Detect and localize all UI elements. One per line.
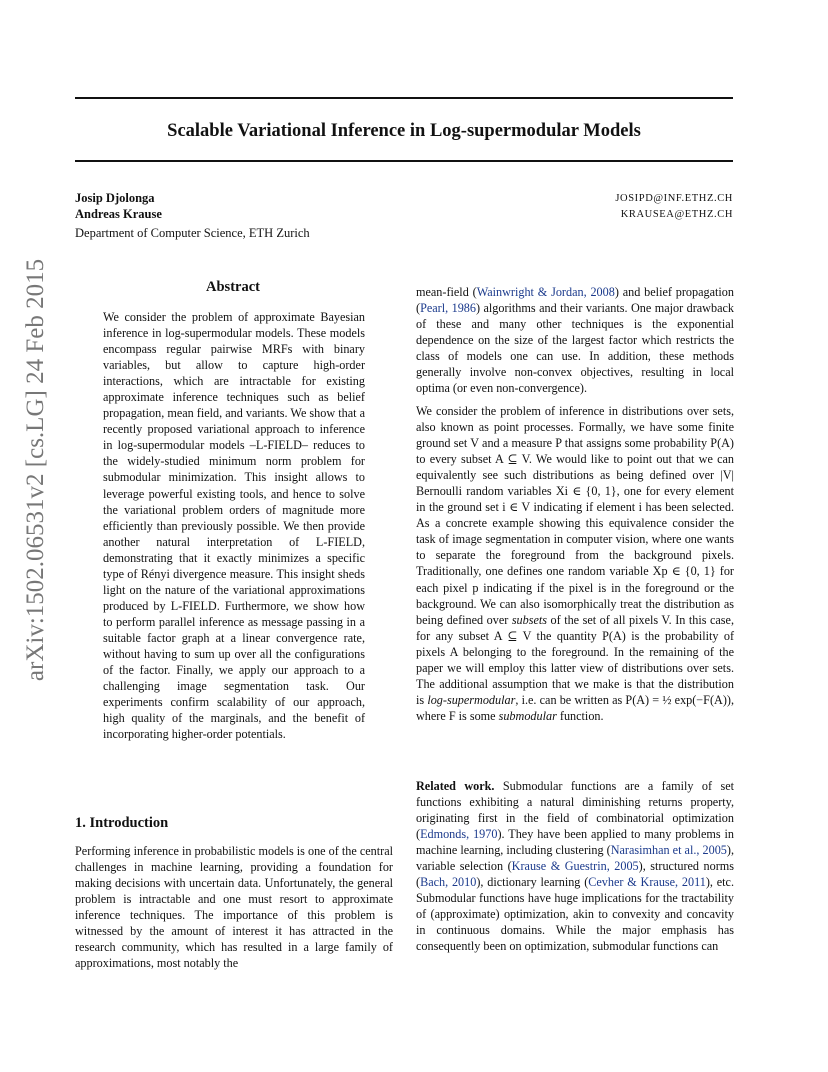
citation-link[interactable]: Edmonds, 1970 (420, 827, 498, 842)
p3-text-a: Submodular functions are a family of set functions exhibiting a natural diminishing returns property, originating first in the field of combinatorial optimization ( (416, 779, 734, 842)
paper-title: Scalable Variational Inference in Log-supermodular Models (167, 121, 641, 141)
arxiv-stamp (20, 258, 52, 682)
right-column-paragraph-2 (416, 403, 734, 724)
p1-text-a: mean-field ( (416, 285, 477, 299)
p2-text-a: We consider the problem of inference in distributions over sets, also known as point processes. Formally, we have some finite ground set V and a measure P that assigns some probability P(A) to every subset A ⊆ V. We would like to point out that we can equivalently see such distributions as being defined over |V| Bernoulli random variables Xi ∈ {0, 1}, one for every element in the ground set i ∈ V indicating if element i has been selected. As a concrete example showing this equivalence consider the task of image segmentation in computer vision, where one wants to separate the foreground from the background pixels. Traditionally, one defines one random variable Xp ∈ {0, 1} for each pixel p indicating if the pixel is in the foreground or the background. We can also isomorphically treat the distribution as being defined over (416, 404, 734, 627)
abstract-body (103, 309, 365, 742)
p3-text-c: ), variable selection ( (416, 843, 734, 874)
p2-emphasis-subsets: subsets (511, 612, 548, 627)
affiliation: Department of Computer Science, ETH Zurich (75, 226, 310, 240)
author-email-2[interactable]: KRAUSEA@ETHZ.CH (620, 209, 733, 220)
right-column-related-work (416, 778, 734, 955)
p2-emphasis-submodular: submodular (498, 708, 557, 723)
abstract-text: We consider the problem of approximate Bayesian inference in log-supermodular models. These models encompass regular pairwise MRFs with binary variables, but allow to capture high-order interactions, which are intractable for existing approximate inference techniques such as belief propagation, mean field, and variants. We show that a recently proposed variational approach to inference in log-supermodular models –L-FIELD– reduces to the widely-studied minimum norm problem for submodular minimization. This insight allows to leverage powerful existing tools, and hence to solve the variational problem orders of magnitude more efficiently than previously possible. We then provide another natural interpretation of L-FIELD, demonstrating that it exactly minimizes a specific type of Rényi divergence measure. This insight sheds light on the nature of the variational approximations produced by L-FIELD. Furthermore, we show how to perform parallel inference as message passing in a suitable factor graph at a linear convergence rate, without having to sum up over all the configurations of the factor. Finally, we apply our approach to a challenging image segmentation task. Our experiments confirm scalability of our approach, high quality of the marginals, and the benefit of incorporating higher-order potentials. (103, 310, 365, 742)
citation-link[interactable]: Pearl, 1986 (420, 301, 476, 316)
citation-link[interactable]: Narasimhan et al., 2005 (610, 843, 727, 858)
arxiv-stamp-text: arXiv:1502.06531v2 [cs.LG] 24 Feb 2015 (22, 258, 49, 682)
p2-emphasis-log-supermodular: log-supermodular (427, 692, 516, 707)
p1-text-b: ) and belief propagation ( (416, 285, 734, 316)
p3-text-d: ), structured norms ( (416, 859, 734, 890)
author-name-1: Josip Djolonga (75, 191, 155, 205)
section-heading-introduction: 1. Introduction (75, 815, 169, 831)
p2-text-c: , i.e. can be written as P(A) = ½ exp(−F(A)), where F is some (416, 692, 734, 723)
introduction-text: Performing inference in probabilistic models is one of the central challenges in machine learning, providing a foundation for making decisions with uncertain data. Unfortunately, the general problem is intractable and one must resort to approximate inference techniques. The importance of this problem is witnessed by the amount of interest it has attracted in the research community, which has resulted in a large family of approximations, most notably the (75, 844, 393, 971)
p3-text-e: ), dictionary learning ( (476, 875, 589, 890)
p2-text-d: function. (556, 708, 604, 723)
introduction-body (75, 843, 393, 971)
citation-link[interactable]: Krause & Guestrin, 2005 (511, 859, 639, 874)
p2-text-b: of the set of all pixels V. In this case, for any subset A ⊆ V the quantity P(A) is the probability of pixels A belonging to the foreground. In the remaining of the paper we will employ this latter view of distributions over sets. The additional assumption that we make is that the distribution is (416, 612, 734, 707)
related-work-heading: Related work. (416, 779, 495, 793)
p3-text-f: ), etc. Submodular functions have huge implications for the tractability of (approximate) optimization, akin to convexity and concavity in continuous domains. While the major emphasis has consequently been on optimization, submodular functions can (416, 875, 735, 954)
citation-link[interactable]: Wainwright & Jordan, 2008 (476, 285, 615, 299)
p1-text-c: ) algorithms and their variants. One major drawback of these and many other techniques is the exponential dependence on the size of the largest factor which restricts the class of models one can use. In addition, these methods generally involve non-convex objectives, resulting in local optima (or even non-convergence). (416, 301, 734, 396)
author-email-1[interactable]: JOSIPD@INF.ETHZ.CH (615, 193, 733, 204)
citation-link[interactable]: Cevher & Krause, 2011 (588, 875, 706, 890)
author-name-2: Andreas Krause (75, 207, 162, 221)
top-rule (75, 97, 733, 99)
citation-link[interactable]: Bach, 2010 (420, 875, 477, 890)
right-column-paragraph-1 (416, 284, 734, 396)
abstract-heading: Abstract (206, 279, 260, 295)
p3-text-b: ). They have been applied to many problems in machine learning, including clustering ( (416, 827, 734, 858)
title-bottom-rule (75, 160, 733, 162)
